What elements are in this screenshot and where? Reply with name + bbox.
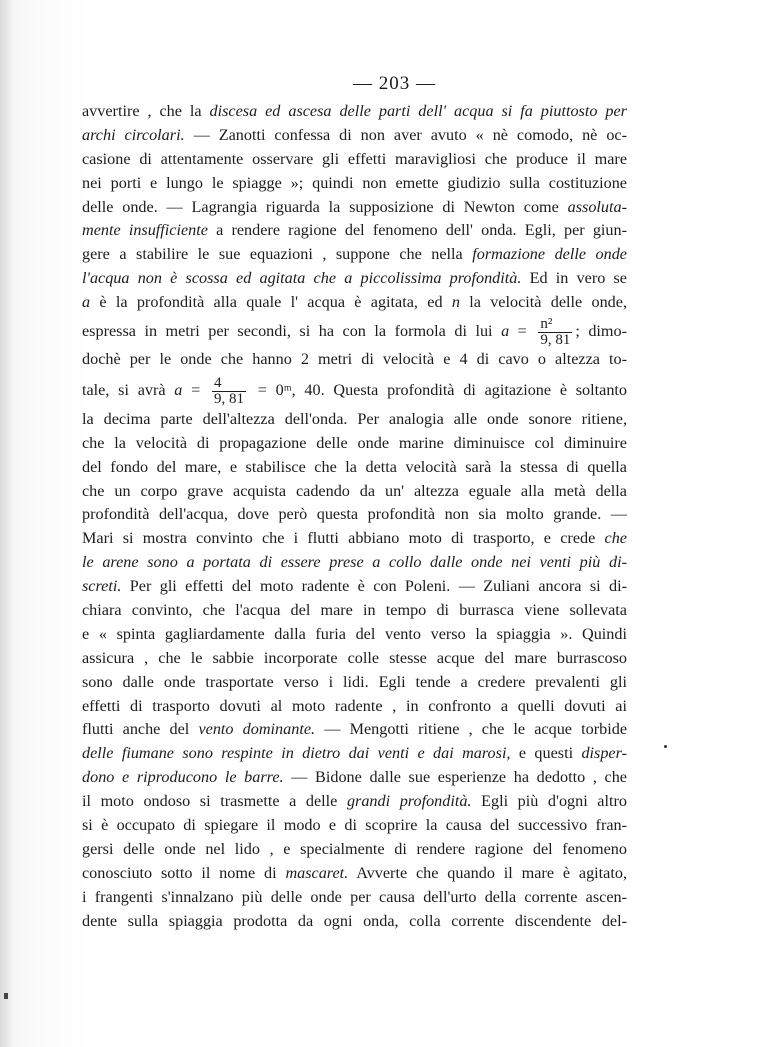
text-line: gere a stabilire le sue equazioni , suppone che nella formazione delle onde: [82, 245, 627, 264]
text-line: che la velocità di propagazione delle onde marine diminuisce col diminuire: [82, 433, 627, 452]
fraction-numerator: n²: [538, 317, 572, 333]
ink-speck: [664, 745, 667, 748]
text-line: dochè per le onde che hanno 2 metri di velocità e 4 di cavo o altezza to-: [82, 350, 627, 369]
text-line: screti. Per gli effetti del moto radente è con Poleni. — Zuliani ancora si di-: [82, 577, 627, 596]
text-line: le arene sono a portata di essere prese a collo dalle onde nei venti più di-: [82, 553, 627, 572]
text-line: e « spinta gagliardamente dalla furia del vento verso la spiaggia ». Quindi: [82, 624, 627, 643]
text-line: il moto ondoso si trasmette a delle grandi profondità. Egli più d'ogni altro: [82, 792, 627, 811]
text-line: gersi delle onde nel lido , e specialmente di rendere ragione del fenomeno: [82, 839, 627, 858]
text-line: avvertire , che la discesa ed ascesa delle parti dell' acqua si fa piuttosto per: [82, 102, 627, 120]
text-line: profondità dell'acqua, dove però questa profondità non sia molto grande. —: [82, 505, 627, 524]
text-line: casione di attentamente osservare gli effetti maravigliosi che produce il mare: [82, 149, 627, 168]
ink-speck: [4, 993, 8, 999]
text-line: a è la profondità alla quale l' acqua è agitata, ed n la velocità delle onde,: [82, 293, 627, 312]
text-line: assicura , che le sabbie incorporate colle stesse acque del mare burrascoso: [82, 648, 627, 667]
text-line: effetti di trasporto dovuti al moto radente , in confronto a quelli dovuti ai: [82, 696, 627, 715]
text-line-formula: tale, si avrà a = $\frac{4}{9, 81}$ = 0ᵐ, 40. Questa profondità di agitazione è soltanto: [82, 374, 628, 407]
text-line: flutti anche del vento dominante. — Mengotti ritiene , che le acque torbide: [82, 720, 627, 739]
page-number: — 203 —: [353, 73, 436, 94]
text-line-formula: espressa in metri per secondi, si ha con la formola di lui a = $\frac{\text{n²}}{9, 81}$ ; dimo-: [82, 315, 627, 348]
text-line: dono e riproducono le barre. — Bidone dalle sue esperienze ha dedotto , che: [82, 768, 627, 787]
text-line: si è occupato di spiegare il modo e di scoprire la causa del successivo fran-: [82, 816, 627, 835]
text-line: chiara convinto, che l'acqua del mare in tempo di burrasca viene sollevata: [82, 601, 627, 620]
text-line: mente insufficiente a rendere ragione del fenomeno dell' onda. Egli, per giun-: [82, 221, 627, 240]
fraction-denominator: 9, 81: [540, 331, 571, 348]
text-line: nei porti e lungo le spiagge »; quindi non emette giudizio sulla costituzione: [82, 173, 627, 192]
text-line: archi circolari. — Zanotti confessa di non aver avuto « nè comodo, nè oc-: [82, 125, 627, 144]
text-line: dente sulla spiaggia prodotta da ogni onda, colla corrente discendente del-: [82, 911, 627, 930]
body-text: [82, 100, 627, 934]
text-line: del fondo del mare, e stabilisce che la detta velocità sarà la stessa di quella: [82, 457, 627, 476]
fraction: [212, 376, 246, 407]
gutter-shadow: [0, 0, 14, 1047]
text-line: sono dalle onde trasportate verso i lidi. Egli tende a credere prevalenti gli: [82, 672, 627, 691]
text-line: che un corpo grave acquista cadendo da un' altezza eguale alla metà della: [82, 481, 627, 500]
text-line: conosciuto sotto il nome di mascaret. Avverte che quando il mare è agitato,: [82, 863, 627, 882]
text-line: delle fiumane sono respinte in dietro dai venti e dai marosi, e questi disper-: [82, 744, 627, 763]
fraction: [538, 317, 572, 348]
text-line: la decima parte dell'altezza dell'onda. Per analogia alle onde sonore ritiene,: [82, 409, 627, 428]
text-line: Mari si mostra convinto che i flutti abbiano moto di trasporto, e crede che: [82, 529, 627, 548]
text-line: i frangenti s'innalzano più delle onde per causa dell'urto della corrente ascen-: [82, 887, 627, 906]
text-line: l'acqua non è scossa ed agitata che a piccolissima profondità. Ed in vero se: [82, 269, 627, 288]
fraction-numerator: 4: [212, 376, 246, 392]
fraction-denominator: 9, 81: [214, 390, 244, 407]
text-line: delle onde. — Lagrangia riguarda la supposizione di Newton come assoluta-: [82, 197, 627, 216]
